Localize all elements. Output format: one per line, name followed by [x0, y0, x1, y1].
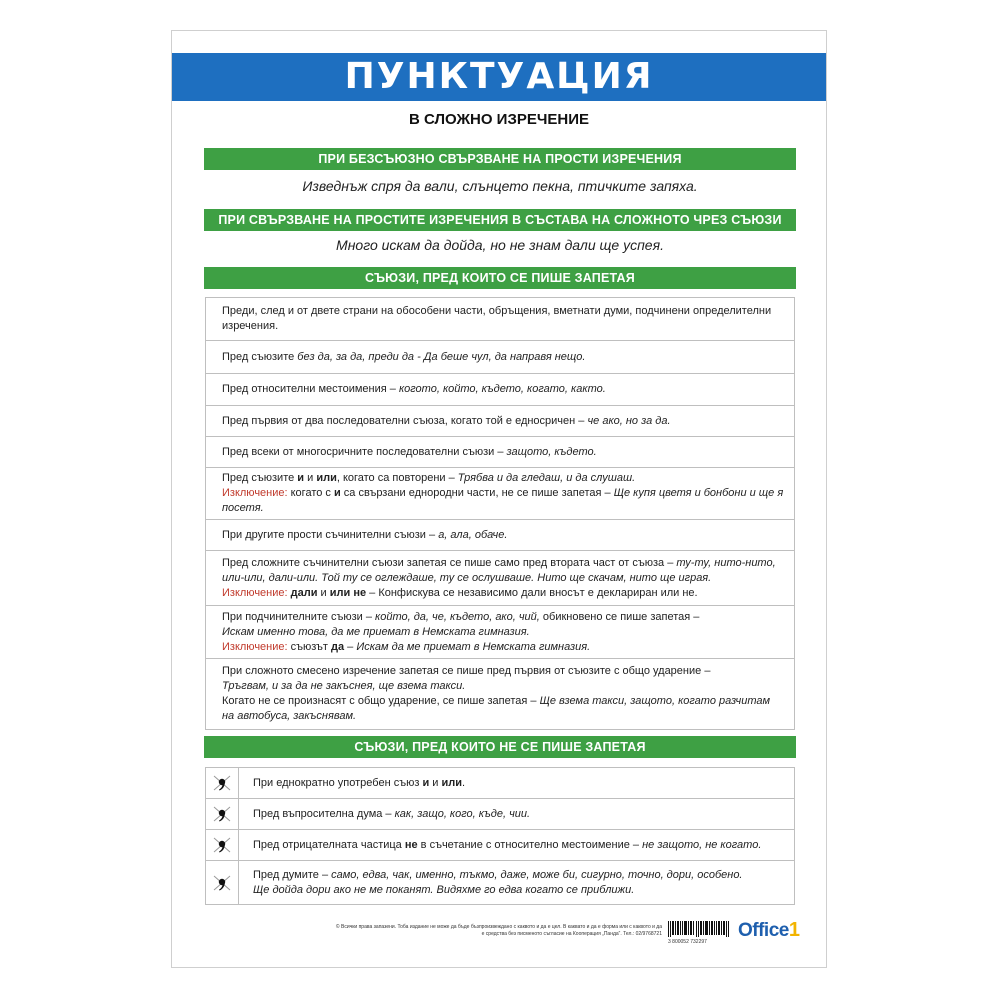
no-comma-row — [206, 861, 794, 904]
rule-row — [206, 437, 794, 468]
example-conjunctive: Много искам да дойда, но не знам дали ще успея. — [336, 237, 664, 253]
rule-row — [206, 406, 794, 437]
rule-text: Пред отрицателната частица не в съчетание с относително местоимение – не защото, не когато. — [253, 838, 762, 851]
rule-text: Когато не се произнасят с общо ударение, се пише запетая – Ще взема такси, защото, когато разчитам на автобуса, закъснявам. — [222, 695, 771, 722]
rules-table — [205, 297, 795, 730]
no-comma-icon — [206, 799, 239, 829]
exception-text: Изключение: дали и или не – Конфискува се независимо дали вносът е деклариран или не. — [222, 586, 698, 599]
rule-example: Искам именно това, да ме приемат в Немската гимназия. — [222, 625, 530, 638]
exception-label: Изключение: — [222, 640, 288, 653]
rule-row — [206, 551, 794, 606]
page-subtitle: В СЛОЖНО ИЗРЕЧЕНИЕ — [408, 111, 590, 128]
rule-text: При сложното смесено изречение запетая се пише пред първия от съюзите с общо ударение – — [222, 665, 711, 677]
rule-example: Тръгвам, и за да не закъснея, ще взема такси. — [222, 680, 466, 692]
exception-text: Изключение: съюзът да – Искам да ме приемат в Немската гимназия. — [222, 640, 591, 653]
rule-row — [206, 520, 794, 551]
no-comma-icon — [206, 768, 239, 798]
no-comma-row — [206, 799, 794, 830]
barcode — [668, 921, 730, 941]
section-heading-without-comma: СЪЮЗИ, ПРЕД КОИТО НЕ СЕ ПИШЕ ЗАПЕТАЯ — [204, 736, 796, 758]
section-heading-with-comma: СЪЮЗИ, ПРЕД КОИТО СЕ ПИШЕ ЗАПЕТАЯ — [204, 267, 796, 289]
example-asyndetic: Изведнъж спря да вали, слънцето пекна, птичките запяха. — [302, 178, 698, 194]
no-comma-table — [205, 767, 795, 905]
barcode-number: 3 800052 732297 — [668, 939, 707, 945]
rule-text: Пред думите – само, едва, чак, именно, тъкмо, даже, може би, сигурно, точно, дори, особено. — [253, 868, 743, 881]
exception-label: Изключение: — [222, 487, 288, 499]
exception-text: Изключение: когато с и са свързани еднородни части, не се пише запетая – Ще купя цветя и бонбони и ще я посетя. — [222, 487, 784, 514]
no-comma-row — [206, 830, 794, 861]
rule-text: Преди, след и от двете страни на обособени части, обръщения, вметнати думи, подчинени определителни изречения. — [222, 305, 772, 332]
rule-text: При еднократно употребен съюз и и или. — [253, 776, 466, 789]
poster — [171, 30, 827, 968]
rule-text: При подчинителните съюзи – който, да, че, където, ако, чий, обикновено се пише запетая – — [222, 610, 700, 623]
rule-row — [206, 659, 794, 729]
rule-text: Пред съюзите и и или, когато са повторени – Трябва и да гледаш, и да слушаш. — [222, 472, 636, 484]
no-comma-icon — [206, 830, 239, 860]
no-comma-icon — [206, 861, 239, 904]
page-title: ПУНКТУАЦИЯ — [172, 53, 826, 101]
rule-row — [206, 606, 794, 659]
rule-row — [206, 341, 794, 374]
rule-text: Пред сложните съчинителни съюзи запетая се пише само пред втората част от съюза – ту-ту, нито-нито, или-или, дали-или. Той ту се оглеждаше, ту се ослушваше. Нито ще скачам, нито ще играя. — [222, 556, 776, 584]
rule-row — [206, 468, 794, 520]
exception-label: Изключение: — [222, 586, 288, 599]
rule-text: Пред съюзите без да, за да, преди да - Да беше чул, да направя нещо. — [222, 350, 586, 363]
rule-example: Ще дойда дори ако не ме поканят. Видяхме го едва когато се приближи. — [253, 883, 635, 896]
office1-logo: Office1 — [738, 919, 800, 941]
rule-text: Пред относителни местоимения – когото, който, където, когато, както. — [222, 383, 606, 395]
rule-row — [206, 374, 794, 406]
section-heading-conjunctive: ПРИ СВЪРЗВАНЕ НА ПРОСТИТЕ ИЗРЕЧЕНИЯ В СЪСТАВА НА СЛОЖНОТО ЧРЕЗ СЪЮЗИ — [204, 209, 796, 231]
rule-text: Пред въпросителна дума – как, защо, кого, къде, чии. — [253, 807, 531, 820]
rule-text: Пред първия от два последователни съюза, когато той е едносричен – че ако, но за да. — [222, 414, 671, 427]
copyright-notice: © Всички права запазени. Тоба издание не може да бъде бъзпроизвеждано с каквото и да е цел. В каквато и да е форма или с каквото и да е средства без писменото съгласие на Кооперация „Панда“. Тел.: 02/9768721 — [335, 924, 662, 937]
rule-text: При другите прости съчинителни съюзи – а, ала, обаче. — [222, 528, 508, 541]
no-comma-row — [206, 768, 794, 799]
rule-text: Пред всеки от многосричните последователни съюзи – защото, където. — [222, 445, 597, 458]
rule-row — [206, 298, 794, 341]
section-heading-asyndetic: ПРИ БЕЗСЪЮЗНО СВЪРЗВАНЕ НА ПРОСТИ ИЗРЕЧЕНИЯ — [204, 148, 796, 170]
